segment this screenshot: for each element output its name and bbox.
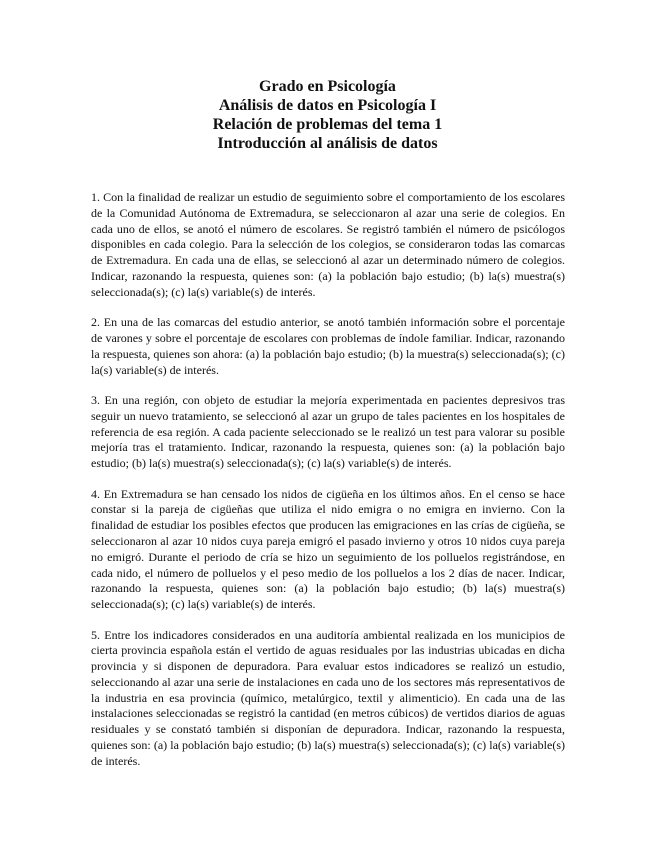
problem-list <box>91 190 565 784</box>
problem-2: 2. En una de las comarcas del estudio anterior, se anotó también información sobre el porcentaje de varones y sobre el porcentaje de escolares con problemas de índole familiar. Indicar, razonando la respuesta, quienes son ahora: (a) la población bajo estudio; (b) la muestra(s) seleccionada(s); (c) la(s) variable(s) de interés. <box>91 315 565 377</box>
problem-3: 3. En una región, con objeto de estudiar la mejoría experimentada en pacientes depresivos tras seguir un nuevo tratamiento, se seleccionó al azar un grupo de tales pacientes en los hospitales de referencia de esa región. A cada paciente seleccionado se le realizó un test para valorar su posible mejoría tras el tratamiento. Indicar, razonando la respuesta, quienes son: (a) la población bajo estudio; (b) la(s) muestra(s) seleccionada(s); (c) la(s) variable(s) de interés. <box>91 392 565 471</box>
degree-title: Grado en Psicología <box>259 78 396 95</box>
problem-4: 4. En Extremadura se han censado los nidos de cigüeña en los últimos años. En el censo se hace constar si la pareja de cigüeñas que utiliza el nido emigra o no emigra en invierno. Con la finalidad de estudiar los posibles efectos que producen las emigraciones en las crías de cigüeña, se seleccionaron al azar 10 nidos cuya pareja emigró el pasado invierno y otros 10 nidos cuya pareja no emigró. Durante el periodo de cría se hizo un seguimiento de los polluelos registrándose, en cada nido, el número de polluelos y el peso medio de los polluelos a los 2 días de nacer. Indicar, razonando la respuesta, quienes son: (a) la población bajo estudio; (b) la(s) muestra(s) seleccionada(s); (c) la(s) variable(s) de interés. <box>91 486 565 612</box>
problem-5: 5. Entre los indicadores considerados en una auditoría ambiental realizada en los municipios de cierta provincia española están el vertido de aguas residuales por las industrias ubicadas en dicha provincia y si disponen de depuradora. Para evaluar estos indicadores se realizó un estudio, seleccionando al azar una serie de instalaciones en cada uno de los sectores más representativos de la industria en esa provincia (químico, metalúrgico, textil y alimenticio). En cada una de las instalaciones seleccionadas se registró la cantidad (en metros cúbicos) de vertidos diarios de aguas residuales y se constató también si disponían de depuradora. Indicar, razonando la respuesta, quienes son: (a) la población bajo estudio; (b) la(s) muestra(s) seleccionada(s); (c) la(s) variable(s) de interés. <box>91 627 565 768</box>
problem-set-title: Relación de problemas del tema 1 <box>212 116 443 133</box>
course-title: Análisis de datos en Psicología I <box>218 97 437 114</box>
problem-1: 1. Con la finalidad de realizar un estudio de seguimiento sobre el comportamiento de los escolares de la Comunidad Autónoma de Extremadura, se seleccionaron al azar una serie de colegios. En cada uno de ellos, se anotó el número de escolares. Se registró también el número de psicólogos disponibles en cada colegio. Para la selección de los colegios, se consideraron todas las comarcas de Extremadura. En cada una de ellas, se seleccionó al azar un determinado número de colegios. Indicar, razonando la respuesta, quienes son: (a) la población bajo estudio; (b) la(s) muestra(s) seleccionada(s); (c) la(s) variable(s) de interés. <box>91 190 565 299</box>
topic-title: Introducción al análisis de datos <box>217 135 438 152</box>
document-title <box>90 77 565 153</box>
